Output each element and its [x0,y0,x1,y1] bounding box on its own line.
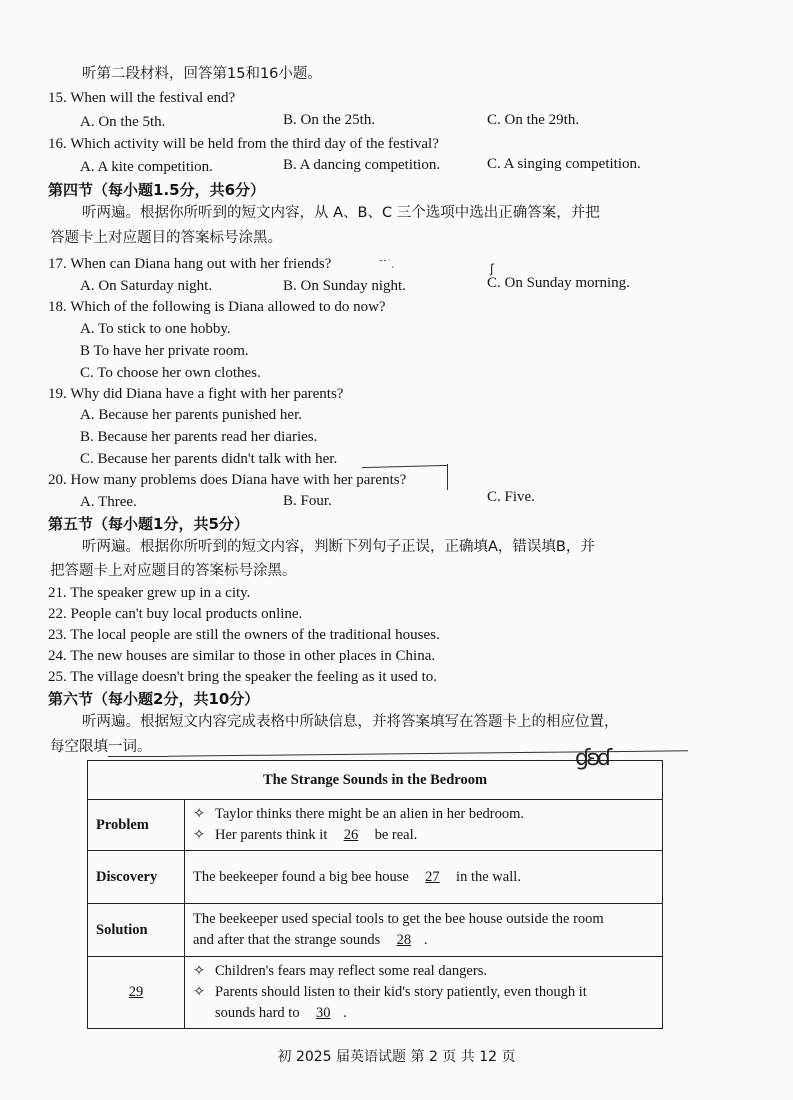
q17-stem: 17. When can Diana hang out with her friends? [48,256,332,272]
solution-content [185,904,663,957]
discovery-label: Discovery [88,851,185,904]
q20-option-a: A. Three. [80,494,137,510]
q19-option-a: A. Because her parents punished her. [80,407,303,423]
section5-instruction-line2: 把答题卡上对应题目的答案标号涂黑。 [50,563,297,579]
row4-label-cell [88,957,185,1029]
solution-line-2-post: . [423,932,428,948]
solution-label: Solution [88,904,185,957]
q16-stem: 16. Which activity will be held from the third day of the festival? [48,136,439,152]
blank-29[interactable]: 29 [128,984,144,1000]
problem-line-2-pre: Her parents think it [215,827,328,843]
problem-line-2-post: be real. [374,827,418,843]
q15-stem: 15. When will the festival end? [48,90,236,106]
q17-option-a: A. On Saturday night. [80,278,213,294]
q16-option-b: B. A dancing competition. [283,157,441,173]
blank-26[interactable]: 26 [343,827,359,843]
solution-line-1: The beekeeper used special tools to get the bee house outside the room [193,911,604,927]
pencil-scribble-icon: ˘˘˙˛ [379,259,395,268]
bullet-icon: ✧ [193,806,206,822]
pencil-underline [362,465,448,468]
q24-statement: 24. The new houses are similar to those in other places in China. [48,648,436,664]
q22-statement: 22. People can't buy local products online. [48,606,303,622]
bullet-icon: ✧ [193,984,206,1000]
q20-stem: 20. How many problems does Diana have with her parents? [48,472,407,488]
scribble-mark-icon: ɠʚɗ [575,746,609,771]
section6-instruction-line2: 每空限填一词。 [50,739,152,755]
solution-line-2-pre: and after that the strange sounds [193,932,381,948]
row4-line-2: Parents should listen to their kid's story patiently, even though it [215,984,587,1000]
pencil-tick-icon: ʃ [490,262,495,276]
q18-stem: 18. Which of the following is Diana allowed to do now? [48,299,386,315]
bullet-icon: ✧ [193,827,206,843]
row4-content [185,957,663,1029]
q17-option-b: B. On Sunday night. [283,278,406,294]
row4-line-3-post: . [343,1005,347,1021]
q16-option-a: A. A kite competition. [80,159,213,175]
row4-line-1: Children's fears may reflect some real dangers. [215,963,487,979]
section4-title: 第四节（每小题1.5分，共6分） [48,181,266,199]
section5-title: 第五节（每小题1分，共5分） [48,515,249,533]
blank-28[interactable]: 28 [396,932,412,948]
part2-intro: 听第二段材料，回答第15和16小题。 [82,66,322,82]
q21-statement: 21. The speaker grew up in a city. [48,585,251,601]
q15-option-b: B. On the 25th. [283,112,376,128]
bullet-icon: ✧ [193,963,206,979]
q15-option-a: A. On the 5th. [80,114,166,130]
section5-instruction-line1: 听两遍。根据你所听到的短文内容，判断下列句子正误，正确填A，错误填B，并 [82,539,595,555]
table-title: The Strange Sounds in the Bedroom [88,761,663,800]
problem-content [185,800,663,851]
q25-statement: 25. The village doesn't bring the speaker the feeling as it used to. [48,669,437,685]
section4-instruction-line1: 听两遍。根据你所听到的短文内容，从 A、B、C 三个选项中选出正确答案，并把 [82,205,600,221]
pencil-line [168,750,688,756]
problem-line-1: Taylor thinks there might be an alien in her bedroom. [215,806,525,822]
q15-option-c: C. On the 29th. [487,112,580,128]
section6-instruction-line1: 听两遍。根据短文内容完成表格中所缺信息，并将答案填写在答题卡上的相应位置， [82,714,619,730]
q16-option-c: C. A singing competition. [487,156,641,172]
info-table [87,760,663,1029]
discovery-post: in the wall. [456,868,521,885]
q19-option-b: B. Because her parents read her diaries. [80,429,318,445]
q20-option-b: B. Four. [283,493,332,509]
q20-option-c: C. Five. [487,489,535,505]
q18-option-b: B To have her private room. [80,343,249,359]
section4-instruction-line2: 答题卡上对应题目的答案标号涂黑。 [50,230,282,246]
q19-stem: 19. Why did Diana have a fight with her parents? [48,386,344,402]
blank-30[interactable]: 30 [315,1005,331,1021]
discovery-pre: The beekeeper found a big bee house [193,868,409,885]
q18-option-a: A. To stick to one hobby. [80,321,231,337]
row4-line-3-pre: sounds hard to [215,1005,300,1021]
q18-option-c: C. To choose her own clothes. [80,365,261,381]
q17-option-c: C. On Sunday morning. [487,275,630,291]
q23-statement: 23. The local people are still the owners of the traditional houses. [48,627,440,643]
pencil-bracket [447,464,450,490]
q19-option-c: C. Because her parents didn't talk with her. [80,451,338,467]
discovery-content [185,851,663,904]
pencil-underline-2 [108,756,168,757]
blank-27[interactable]: 27 [425,868,440,885]
page-footer: 初 2025 届英语试题 第 2 页 共 12 页 [277,1049,516,1065]
section6-title: 第六节（每小题2分，共10分） [48,690,260,708]
problem-label: Problem [88,800,185,851]
